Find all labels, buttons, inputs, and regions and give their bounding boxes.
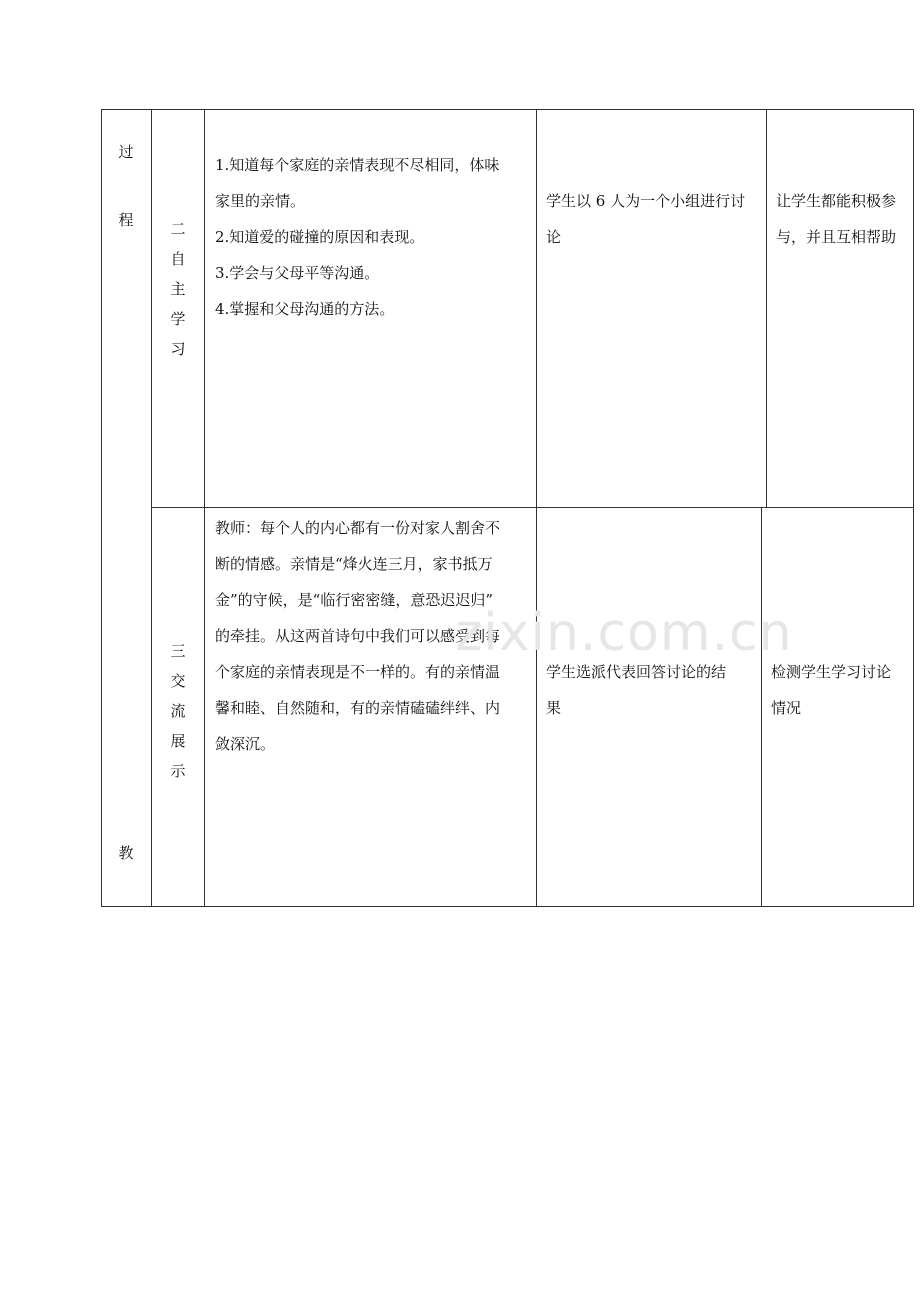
content-exchange: 教师：每个人的内心都有一份对家人割舍不 断的情感。亲情是“烽火连三月，家书抵万 金”的守候，是“临行密密缝，意恐迟迟归” 的牵挂。从这两首诗句中我们可以感受到每 个家庭的亲情表现是不一样的。有的亲情温 馨和睦、自然随和，有的亲情磕磕绊绊、内 敛深沉。 bbox=[215, 519, 501, 753]
left-label-top bbox=[116, 118, 136, 254]
table-bottom-border bbox=[101, 906, 913, 907]
column-divider-4-row1 bbox=[766, 109, 767, 508]
table-right-border bbox=[913, 109, 914, 907]
purpose-exchange: 检测学生学习讨论 情况 bbox=[771, 663, 892, 717]
left-label-char: 教 bbox=[118, 844, 134, 862]
column-divider-3 bbox=[536, 109, 537, 907]
watermark: zixin.com.cn bbox=[455, 603, 793, 663]
left-label-char: 过 bbox=[118, 143, 134, 161]
column-divider-4-row2 bbox=[761, 507, 762, 907]
left-label-bottom bbox=[116, 838, 136, 868]
purpose-self-study: 让学生都能积极参 与，并且互相帮助 bbox=[776, 192, 897, 246]
table-top-border bbox=[101, 109, 913, 110]
table-left-border bbox=[101, 109, 102, 907]
stage-label-exchange: 三 交 流 展 示 bbox=[170, 642, 186, 780]
student-activity-self-study: 学生以 6 人为一个小组进行讨 论 bbox=[546, 192, 746, 246]
content-self-study: 1.知道每个家庭的亲情表现不尽相同，体味 家里的亲情。 2.知道爱的碰撞的原因和表现。 3.学会与父母平等沟通。 4.掌握和父母沟通的方法。 bbox=[215, 156, 500, 318]
column-divider-1 bbox=[151, 109, 152, 907]
left-label-char: 程 bbox=[118, 211, 134, 229]
row-divider bbox=[151, 507, 913, 508]
stage-label-self-study: 二 自 主 学 习 bbox=[170, 220, 186, 358]
student-activity-exchange: 学生选派代表回答讨论的结 果 bbox=[546, 663, 727, 717]
column-divider-2 bbox=[204, 109, 205, 907]
